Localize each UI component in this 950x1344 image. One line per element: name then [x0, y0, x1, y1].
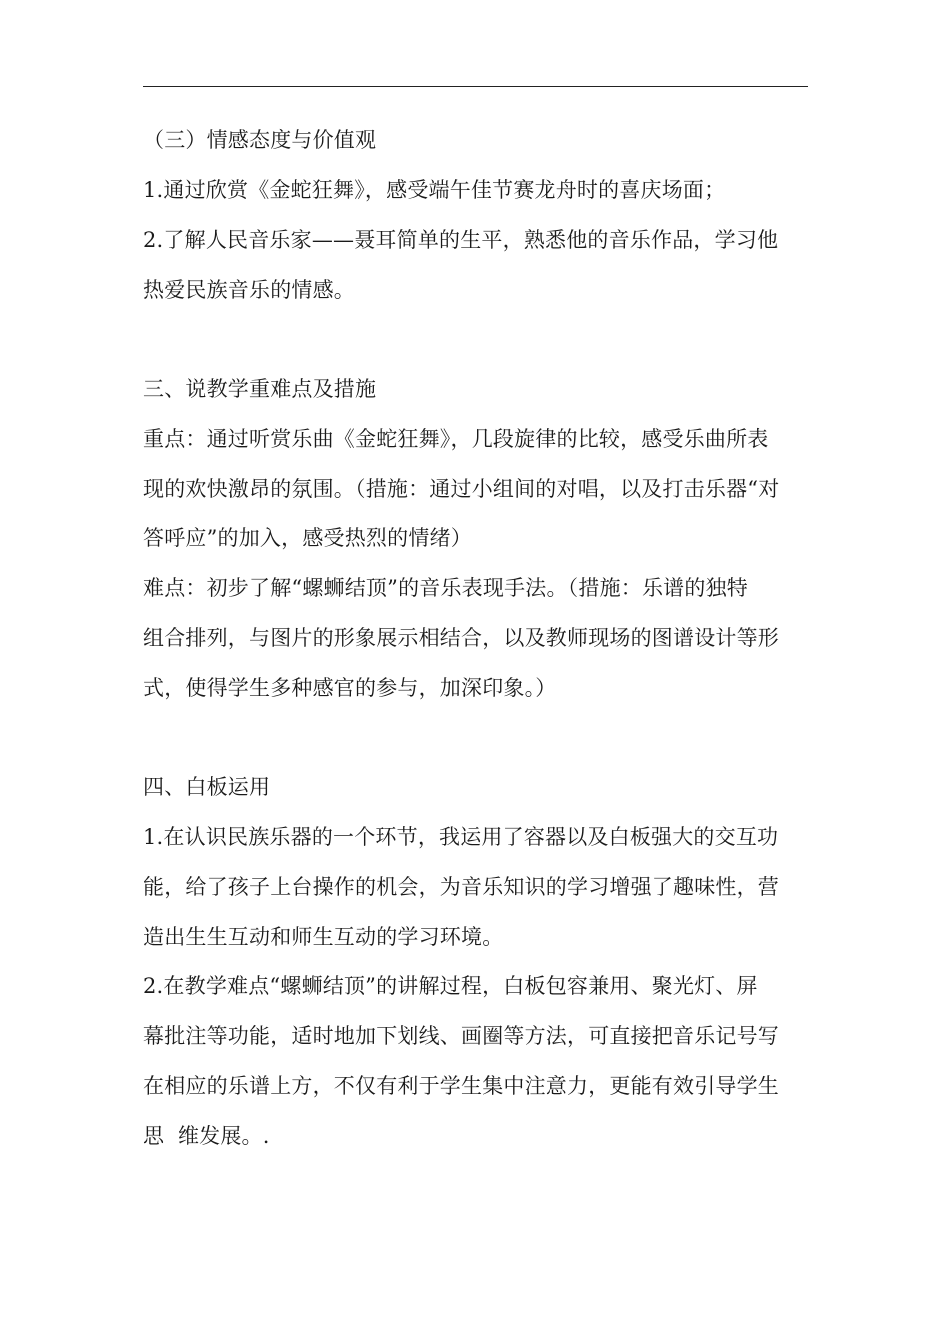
paragraph-line: 重点：通过听赏乐曲《金蛇狂舞》，几段旋律的比较，感受乐曲所表 [143, 427, 769, 451]
paragraph-line: 热爱民族音乐的情感。 [143, 278, 355, 302]
paragraph-line: 组合排列，与图片的形象展示相结合，以及教师现场的图谱设计等形 [143, 626, 779, 650]
paragraph-line: 造出生生互动和师生互动的学习环境。 [143, 925, 504, 949]
paragraph-line: 2.在教学难点“螺蛳结顶”的讲解过程，白板包容兼用、聚光灯、屏 [143, 974, 758, 998]
paragraph-line: 幕批注等功能，适时地加下划线、画圈等方法，可直接把音乐记号写 [143, 1024, 779, 1048]
paragraph-line: 答呼应”的加入，感受热烈的情绪） [143, 526, 472, 550]
paragraph-line: 难点：初步了解“螺蛳结顶”的音乐表现手法。（措施：乐谱的独特 [143, 576, 748, 600]
section-heading-whiteboard: 四、白板运用 [143, 775, 271, 799]
section-heading-emotion: （三）情感态度与价值观 [143, 128, 377, 152]
paragraph-line: 思 维发展。. [143, 1124, 270, 1148]
paragraph-line: 2.了解人民音乐家——聂耳简单的生平，熟悉他的音乐作品，学习他 [143, 228, 779, 252]
paragraph-line: 式，使得学生多种感官的参与，加深印象。） [143, 676, 557, 700]
section-heading-key-points: 三、说教学重难点及措施 [143, 377, 377, 401]
paragraph-line: 现的欢快激昂的氛围。（措施：通过小组间的对唱，以及打击乐器“对 [143, 477, 780, 501]
paragraph-line: 能，给了孩子上台操作的机会，为音乐知识的学习增强了趣味性，营 [143, 875, 779, 899]
paragraph-line: 1.在认识民族乐器的一个环节，我运用了容器以及白板强大的交互功 [143, 825, 779, 849]
paragraph-line: 1.通过欣赏《金蛇狂舞》，感受端午佳节赛龙舟时的喜庆场面； [143, 178, 726, 202]
header-rule [143, 86, 808, 87]
paragraph-line: 在相应的乐谱上方，不仅有利于学生集中注意力，更能有效引导学生 [143, 1074, 779, 1098]
